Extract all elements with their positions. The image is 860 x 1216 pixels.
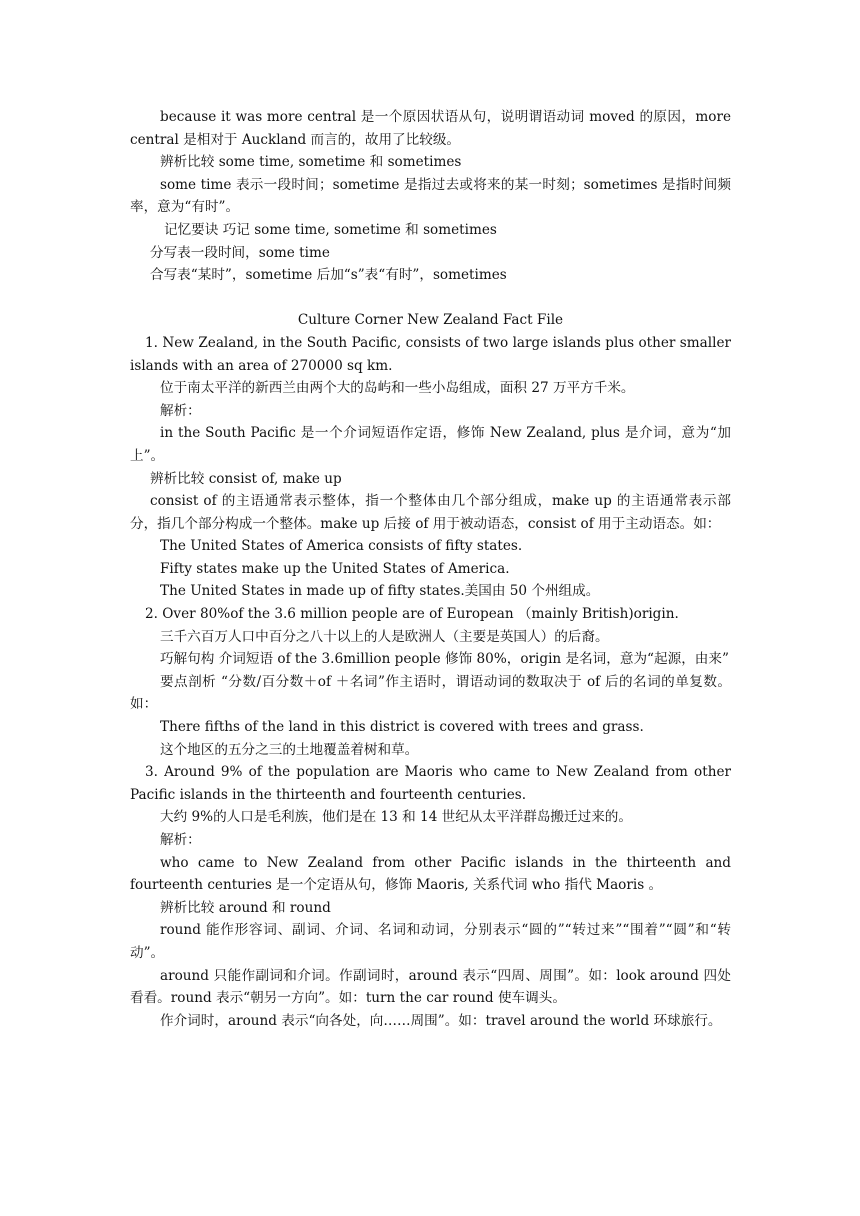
- paragraph-around-adverb: around 只能作副词和介词。作副词时，around 表示“四周、周围”。如：look around 四处看看。round 表示“朝另一方向”。如：turn the car round 使车调头。: [130, 967, 731, 1007]
- paragraph-tip-line-1: 分写表一段时间，some time: [150, 244, 330, 261]
- paragraph-sometime-meaning: some time 表示一段时间；sometime 是指过去或将来的某一时刻；sometimes 是指时间频率，意为“有时”。: [130, 176, 731, 216]
- paragraph-analysis-label-2: 解析：: [160, 832, 201, 848]
- paragraph-compare-around: 辨析比较 around 和 round: [160, 899, 331, 916]
- paragraph-item-2-translation: 三千六百万人口中百分之八十以上的人是欧洲人（主要是英国人）的后裔。: [160, 628, 609, 645]
- paragraph-analysis-label: 解析：: [160, 402, 201, 419]
- paragraph-item-1: 1. New Zealand, in the South Pacific, consists of two large islands plus other smaller islands with an area of 270000 sq km.: [130, 334, 731, 374]
- paragraph-around-preposition: 作介词时，around 表示“向各处，向……周围”。如：travel around the world 环球旅行。: [160, 1012, 722, 1029]
- paragraph-round-usage: round 能作形容词、副词、介词、名词和动词，分别表示“圆的”“转过来”“围着”“圆”和“转动”。: [130, 922, 731, 961]
- paragraph-example-2: Fifty states make up the United States of America.: [160, 560, 510, 577]
- paragraph-example-1: The United States of America consists of fifty states.: [160, 538, 523, 555]
- paragraph-example-4-translation: 这个地区的五分之三的土地覆盖着树和草。: [160, 741, 419, 758]
- paragraph-item-2: 2. Over 80%of the 3.6 million people are of European （mainly British)origin.: [145, 606, 679, 623]
- paragraph-item-3-analysis: who came to New Zealand from other Pacific islands in the thirteenth and fourteenth centuries 是一个定语从句，修饰 Maoris, 关系代词 who 指代 Maoris 。: [130, 854, 731, 894]
- blank-line: [130, 287, 731, 310]
- paragraph-item-1-analysis: in the South Pacific 是一个介词短语作定语，修饰 New Zealand, plus 是介词，意为“加上”。: [130, 425, 731, 464]
- paragraph-item-3-translation: 大约 9%的人口是毛利族，他们是在 13 和 14 世纪从太平洋群岛搬迁过来的。: [160, 809, 632, 826]
- document-page: [130, 106, 731, 1032]
- paragraph-example-4: There fifths of the land in this district is covered with trees and grass.: [160, 719, 644, 736]
- paragraph-reason-clause: because it was more central 是一个原因状语从句，说明谓语动词 moved 的原因，more central 是相对于 Auckland 而言的，故用了比较级。: [130, 109, 731, 148]
- paragraph-compare-consist: 辨析比较 consist of, make up: [150, 470, 342, 487]
- paragraph-example-3: The United States in made up of fifty states.美国由 50 个州组成。: [160, 583, 600, 600]
- paragraph-memory-tip: 记忆要诀 巧记 some time, sometime 和 sometimes: [164, 221, 497, 238]
- section-heading: Culture Corner New Zealand Fact File: [297, 312, 564, 329]
- paragraph-compare-sometime: 辨析比较 some time, sometime 和 sometimes: [160, 154, 462, 171]
- paragraph-key-points: 要点剖析 “分数/百分数＋of ＋名词”作主语时，谓语动词的数取决于 of 后的名词的单复数。如：: [130, 673, 731, 713]
- paragraph-tip-line-2: 合写表“某时”，sometime 后加“s”表“有时”，sometimes: [150, 267, 507, 284]
- paragraph-item-3: 3. Around 9% of the population are Maoris who came to New Zealand from other Pacific islands in the thirteenth and fourteenth centuries.: [130, 764, 731, 803]
- paragraph-consist-explain: consist of 的主语通常表示整体，指一个整体由几个部分组成，make up 的主语通常表示部分，指几个部分构成一个整体。make up 后接 of 用于被动语态，consist of 用于主动语态。如：: [130, 493, 731, 532]
- paragraph-item-1-translation: 位于南太平洋的新西兰由两个大的岛屿和一些小岛组成，面积 27 万平方千米。: [160, 380, 635, 397]
- paragraph-sentence-structure: 巧解句构 介词短语 of the 3.6million people 修饰 80%，origin 是名词，意为“起源，由来”: [160, 651, 729, 668]
